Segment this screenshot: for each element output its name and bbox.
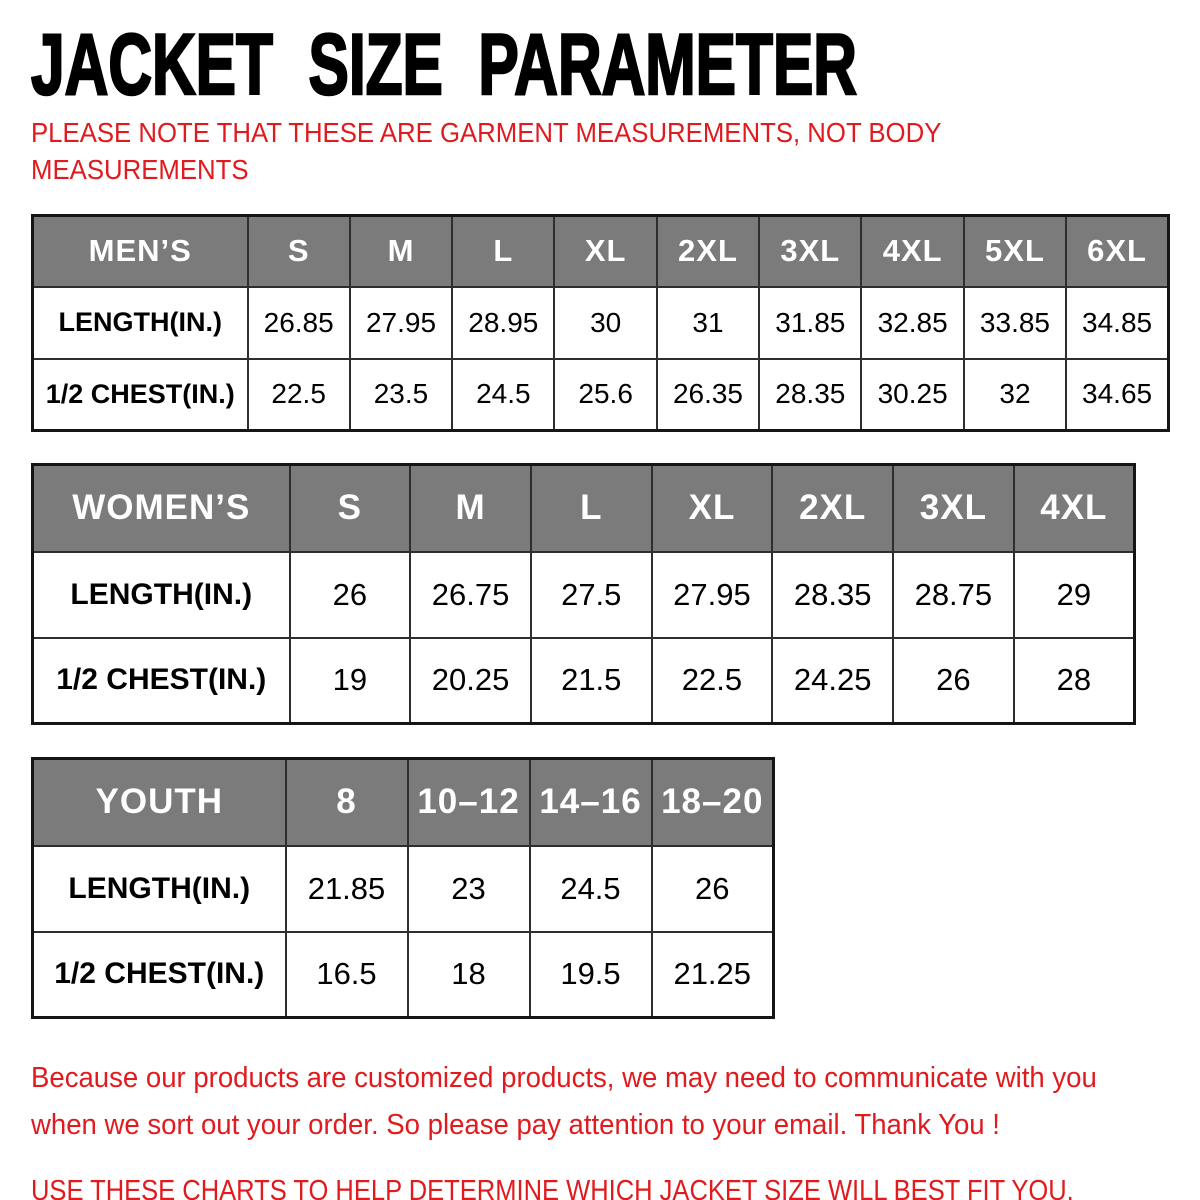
size-column-header: 6XL xyxy=(1066,216,1168,287)
value-cell: 29 xyxy=(1014,552,1135,638)
value-cell: 31 xyxy=(657,287,759,359)
size-column-header: S xyxy=(248,216,350,287)
mens-size-table xyxy=(31,214,1170,432)
size-column-header: XL xyxy=(554,216,656,287)
value-cell: 26.75 xyxy=(410,552,531,638)
table-row xyxy=(33,932,774,1018)
size-column-header: M xyxy=(410,465,531,552)
value-cell: 26 xyxy=(652,846,774,932)
garment-note xyxy=(31,114,1172,188)
value-cell: 27.5 xyxy=(531,552,652,638)
value-cell: 28.95 xyxy=(452,287,554,359)
row-label-cell: 1/2 CHEST(IN.) xyxy=(33,932,286,1018)
size-column-header: 10–12 xyxy=(408,759,530,846)
table-row xyxy=(33,638,1135,724)
row-label-cell: LENGTH(IN.) xyxy=(33,552,290,638)
value-cell: 25.6 xyxy=(554,359,656,431)
value-cell: 28.35 xyxy=(759,359,861,431)
size-column-header: 3XL xyxy=(759,216,861,287)
value-cell: 23 xyxy=(408,846,530,932)
size-column-header: 5XL xyxy=(964,216,1066,287)
value-cell: 30.25 xyxy=(861,359,963,431)
size-column-header: M xyxy=(350,216,452,287)
value-cell: 24.5 xyxy=(530,846,652,932)
table-row xyxy=(33,552,1135,638)
value-cell: 24.25 xyxy=(772,638,893,724)
value-cell: 32.85 xyxy=(861,287,963,359)
youth-size-table xyxy=(31,757,775,1019)
row-label-cell: LENGTH(IN.) xyxy=(33,846,286,932)
value-cell: 27.95 xyxy=(350,287,452,359)
garment-note-line: PLEASE NOTE THAT THESE ARE GARMENT MEASUREMENTS, NOT BODY xyxy=(31,117,942,148)
customization-notice-line: Because our products are customized products, we may need to communicate with you xyxy=(31,1062,1097,1094)
value-cell: 23.5 xyxy=(350,359,452,431)
value-cell: 26 xyxy=(290,552,411,638)
size-column-header: L xyxy=(531,465,652,552)
value-cell: 24.5 xyxy=(452,359,554,431)
size-column-header: L xyxy=(452,216,554,287)
value-cell: 22.5 xyxy=(248,359,350,431)
table-category-header: YOUTH xyxy=(33,759,286,846)
value-cell: 21.25 xyxy=(652,932,774,1018)
value-cell: 19 xyxy=(290,638,411,724)
value-cell: 31.85 xyxy=(759,287,861,359)
value-cell: 28.75 xyxy=(893,552,1014,638)
value-cell: 19.5 xyxy=(530,932,652,1018)
value-cell: 22.5 xyxy=(652,638,773,724)
table-row xyxy=(33,287,1169,359)
value-cell: 34.85 xyxy=(1066,287,1168,359)
value-cell: 20.25 xyxy=(410,638,531,724)
value-cell: 26.85 xyxy=(248,287,350,359)
value-cell: 32 xyxy=(964,359,1066,431)
table-row xyxy=(33,846,774,932)
value-cell: 30 xyxy=(554,287,656,359)
customization-notice-line: when we sort out your order. So please pay attention to your email. Thank You ! xyxy=(31,1109,1000,1141)
size-column-header: 4XL xyxy=(1014,465,1135,552)
value-cell: 34.65 xyxy=(1066,359,1168,431)
value-cell: 28.35 xyxy=(772,552,893,638)
size-column-header: 14–16 xyxy=(530,759,652,846)
size-column-header: XL xyxy=(652,465,773,552)
size-column-header: 8 xyxy=(286,759,408,846)
customization-notice xyxy=(31,1055,1172,1149)
value-cell: 27.95 xyxy=(652,552,773,638)
value-cell: 33.85 xyxy=(964,287,1066,359)
row-label-cell: 1/2 CHEST(IN.) xyxy=(33,359,248,431)
fit-advice: USE THESE CHARTS TO HELP DETERMINE WHICH JACKET SIZE WILL BEST FIT YOU. xyxy=(31,1175,1074,1200)
table-category-header: MEN’S xyxy=(33,216,248,287)
size-column-header: 18–20 xyxy=(652,759,774,846)
value-cell: 28 xyxy=(1014,638,1135,724)
womens-size-table xyxy=(31,463,1136,725)
table-row xyxy=(33,359,1169,431)
value-cell: 26.35 xyxy=(657,359,759,431)
garment-note-line: MEASUREMENTS xyxy=(31,154,249,185)
value-cell: 16.5 xyxy=(286,932,408,1018)
value-cell: 21.5 xyxy=(531,638,652,724)
row-label-cell: LENGTH(IN.) xyxy=(33,287,248,359)
size-column-header: 2XL xyxy=(657,216,759,287)
row-label-cell: 1/2 CHEST(IN.) xyxy=(33,638,290,724)
value-cell: 18 xyxy=(408,932,530,1018)
size-column-header: 3XL xyxy=(893,465,1014,552)
value-cell: 21.85 xyxy=(286,846,408,932)
page-title: JACKET SIZE PARAMETER xyxy=(31,15,857,113)
size-column-header: 4XL xyxy=(861,216,963,287)
size-column-header: 2XL xyxy=(772,465,893,552)
table-category-header: WOMEN’S xyxy=(33,465,290,552)
size-column-header: S xyxy=(290,465,411,552)
value-cell: 26 xyxy=(893,638,1014,724)
